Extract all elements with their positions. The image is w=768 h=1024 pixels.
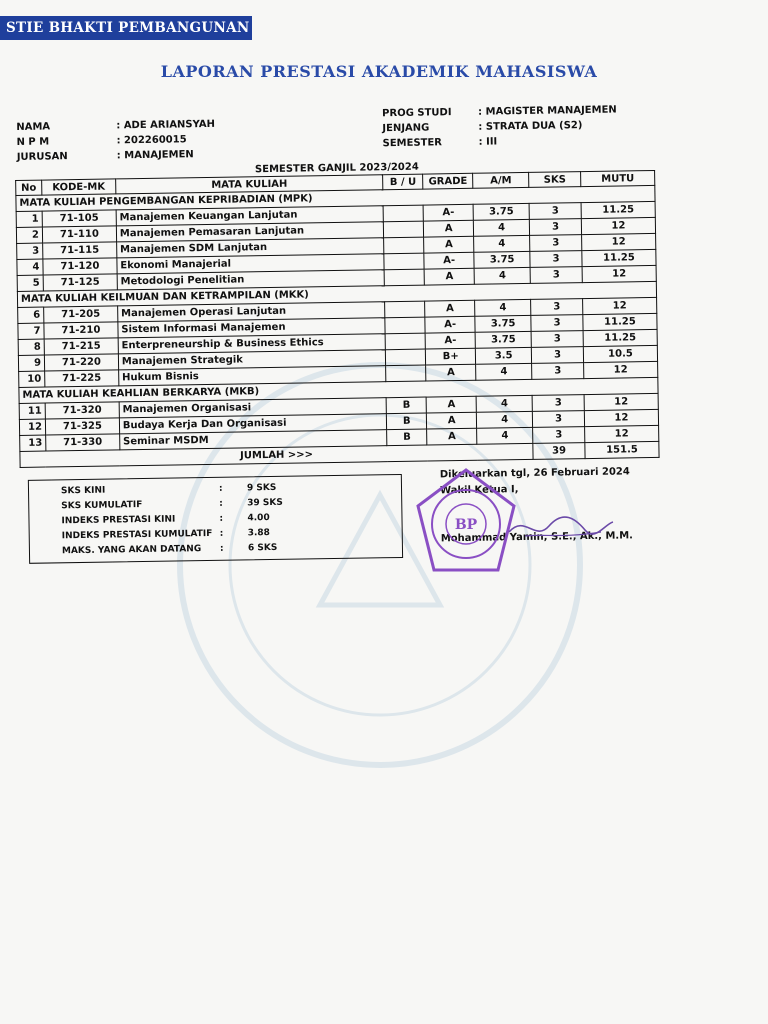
row-code: 71-105 — [42, 210, 116, 227]
row-am: 4 — [474, 235, 530, 252]
summary-value: 6 SKS — [247, 542, 278, 554]
row-no: 10 — [19, 371, 45, 387]
row-no: 6 — [18, 307, 44, 323]
row-sks: 3 — [531, 315, 583, 332]
summary-row: MAKS. YANG AKAN DATANG : 6 SKS — [61, 542, 278, 557]
row-grade: A- — [424, 252, 474, 269]
summary-value: 9 SKS — [246, 482, 277, 494]
row-sks: 3 — [530, 235, 582, 252]
row-code: 71-225 — [45, 370, 119, 387]
student-npm: : 202260015 — [116, 134, 187, 147]
summary-row: SKS KUMULATIF : 39 SKS — [61, 497, 283, 512]
row-sks: 3 — [533, 427, 585, 444]
svg-text:BP: BP — [454, 517, 478, 533]
issued-date: Dikeluarkan tgl, 26 Februari 2024 — [439, 466, 630, 481]
row-course: Manajemen Keuangan Lanjutan — [116, 206, 384, 226]
row-am: 4 — [475, 299, 531, 316]
summary-label: SKS KUMULATIF — [61, 500, 143, 512]
name-label: NAMA — [16, 121, 51, 133]
row-bu: B — [387, 413, 427, 430]
row-course: Manajemen Pemasaran Lanjutan — [116, 222, 384, 242]
row-bu — [385, 317, 425, 334]
col-am: A/M — [473, 172, 529, 188]
row-mutu: 11.25 — [583, 329, 657, 346]
row-course: Manajemen Operasi Lanjutan — [117, 302, 385, 322]
row-course: Enterpreneurship & Business Ethics — [118, 334, 386, 354]
row-am: 4 — [477, 411, 533, 428]
student-semester: : III — [478, 136, 498, 148]
row-code: 71-330 — [46, 434, 120, 451]
col-code: KODE-MK — [42, 179, 116, 195]
row-am: 3.75 — [474, 251, 530, 268]
row-bu — [384, 221, 424, 238]
row-no: 11 — [19, 403, 45, 419]
row-grade: B+ — [426, 348, 476, 365]
row-am: 4 — [476, 395, 532, 412]
row-course: Hukum Bisnis — [119, 366, 387, 386]
row-sks: 3 — [531, 331, 583, 348]
npm-label: N P M — [16, 136, 50, 148]
row-bu — [383, 205, 423, 222]
row-sks: 3 — [530, 251, 582, 268]
row-bu — [384, 269, 424, 286]
summary-row: INDEKS PRESTASI KINI : 4.00 — [61, 513, 270, 527]
row-grade: A- — [423, 204, 473, 221]
row-mutu: 12 — [581, 217, 655, 234]
summary-box — [28, 474, 403, 564]
row-grade: A — [427, 428, 477, 445]
row-course: Seminar MSDM — [120, 430, 388, 450]
row-am: 3.75 — [473, 203, 529, 220]
institution-banner: STIE BHAKTI PEMBANGUNAN — [0, 16, 252, 40]
row-sks: 3 — [531, 347, 583, 364]
summary-value: 39 SKS — [247, 497, 283, 509]
row-code: 71-110 — [42, 226, 116, 243]
row-am: 3.5 — [476, 347, 532, 364]
signer-name: Mohammad Yamin, S.E., Ak., M.M. — [440, 530, 634, 545]
col-sks: SKS — [529, 172, 581, 188]
row-mutu: 11.25 — [583, 313, 657, 330]
row-mutu: 12 — [584, 361, 658, 378]
program-label: PROG STUDI — [382, 107, 452, 120]
row-no: 9 — [18, 355, 44, 371]
row-grade: A — [424, 268, 474, 285]
row-code: 71-220 — [44, 354, 118, 371]
row-code: 71-215 — [44, 338, 118, 355]
group-title: MATA KULIAH PENGEMBANGAN KEPRIBADIAN (MPK) — [16, 185, 655, 211]
row-course: Budaya Kerja Dan Organisasi — [119, 414, 387, 434]
row-no: 13 — [20, 435, 46, 451]
row-code: 71-120 — [43, 258, 117, 275]
summary-label: INDEKS PRESTASI KUMULATIF — [61, 528, 213, 542]
row-grade: A- — [425, 316, 475, 333]
semester-label: SEMESTER — [382, 137, 443, 150]
row-mutu: 12 — [582, 233, 656, 250]
row-course: Manajemen Strategik — [118, 350, 386, 370]
row-grade: A — [427, 412, 477, 429]
row-mutu: 10.5 — [583, 345, 657, 362]
student-major: : MANAJEMEN — [116, 149, 194, 162]
total-mutu: 151.5 — [585, 441, 659, 458]
row-code: 71-125 — [43, 274, 117, 291]
row-bu: B — [386, 397, 426, 414]
summary-value: 4.00 — [247, 513, 270, 524]
row-no: 12 — [19, 419, 45, 435]
row-no: 7 — [18, 323, 44, 339]
row-course: Manajemen SDM Lanjutan — [116, 238, 384, 258]
group-title: MATA KULIAH KEAHLIAN BERKARYA (MKB) — [19, 377, 658, 403]
row-sks: 3 — [532, 363, 584, 380]
row-sks: 3 — [529, 203, 581, 220]
row-no: 8 — [18, 339, 44, 355]
row-mutu: 12 — [582, 265, 656, 282]
row-grade: A- — [425, 332, 475, 349]
row-grade: A — [424, 220, 474, 237]
row-course: Manajemen Organisasi — [119, 398, 387, 418]
row-am: 4 — [477, 427, 533, 444]
signer-title: Wakil Ketua I, — [439, 484, 519, 497]
col-no: No — [16, 180, 42, 195]
row-mutu: 11.25 — [581, 201, 655, 218]
row-code: 71-115 — [43, 242, 117, 259]
row-sks: 3 — [530, 267, 582, 284]
total-label: JUMLAH >>> — [20, 443, 533, 467]
student-level: : STRATA DUA (S2) — [478, 120, 583, 133]
grades-body — [16, 185, 659, 467]
row-code: 71-210 — [44, 322, 118, 339]
row-grade: A — [426, 396, 476, 413]
total-sks: 39 — [533, 443, 585, 460]
signature — [505, 508, 615, 548]
row-no: 2 — [16, 227, 42, 243]
summary-label: INDEKS PRESTASI KINI — [61, 514, 176, 527]
row-code: 71-325 — [45, 418, 119, 435]
student-info-right — [382, 104, 653, 153]
row-bu — [386, 349, 426, 366]
row-no: 4 — [17, 259, 43, 275]
row-grade: A — [426, 364, 476, 381]
row-sks: 3 — [532, 395, 584, 412]
row-code: 71-205 — [44, 306, 118, 323]
row-sks: 3 — [531, 299, 583, 316]
col-grade: GRADE — [423, 173, 473, 189]
row-course: Ekonomi Manajerial — [117, 254, 385, 274]
semester-title: SEMESTER GANJIL 2023/2024 — [254, 161, 419, 176]
row-no: 3 — [17, 243, 43, 259]
major-label: JURUSAN — [16, 151, 68, 163]
row-am: 4 — [474, 267, 530, 284]
row-am: 4 — [474, 219, 530, 236]
col-course: MATA KULIAH — [116, 175, 384, 194]
row-grade: A — [425, 300, 475, 317]
student-name: : ADE ARIANSYAH — [116, 118, 216, 132]
row-no: 1 — [16, 211, 42, 227]
row-mutu: 11.25 — [582, 249, 656, 266]
summary-label: MAKS. YANG AKAN DATANG — [61, 544, 202, 557]
summary-value: 3.88 — [247, 528, 271, 539]
level-label: JENJANG — [382, 122, 430, 135]
grades-table — [15, 170, 659, 468]
row-am: 3.75 — [475, 331, 531, 348]
row-bu — [384, 253, 424, 270]
row-sks: 3 — [529, 219, 581, 236]
row-course: Metodologi Penelitian — [117, 270, 385, 290]
row-course: Sistem Informasi Manajemen — [118, 318, 386, 338]
row-bu — [385, 301, 425, 318]
row-mutu: 12 — [584, 409, 658, 426]
row-no: 5 — [17, 275, 43, 291]
row-am: 3.75 — [475, 315, 531, 332]
summary-row: INDEKS PRESTASI KUMULATIF : 3.88 — [61, 528, 271, 542]
row-mutu: 12 — [583, 297, 657, 314]
col-bu: B / U — [383, 174, 423, 190]
col-mutu: MUTU — [581, 170, 655, 186]
row-mutu: 12 — [584, 393, 658, 410]
summary-label: SKS KINI — [60, 485, 106, 497]
group-title: MATA KULIAH KEILMUAN DAN KETRAMPILAN (MKK) — [17, 281, 656, 307]
row-bu: B — [387, 429, 427, 446]
row-sks: 3 — [532, 411, 584, 428]
row-mutu: 12 — [585, 425, 659, 442]
student-program: : MAGISTER MANAJEMEN — [478, 104, 617, 118]
student-info-left — [16, 117, 317, 167]
row-am: 4 — [476, 363, 532, 380]
row-code: 71-320 — [45, 402, 119, 419]
report-title: LAPORAN PRESTASI AKADEMIK MAHASISWA — [160, 62, 598, 81]
summary-row: SKS KINI : 9 SKS — [60, 482, 277, 497]
row-bu — [386, 365, 426, 382]
row-bu — [384, 237, 424, 254]
row-bu — [385, 333, 425, 350]
row-grade: A — [424, 236, 474, 253]
